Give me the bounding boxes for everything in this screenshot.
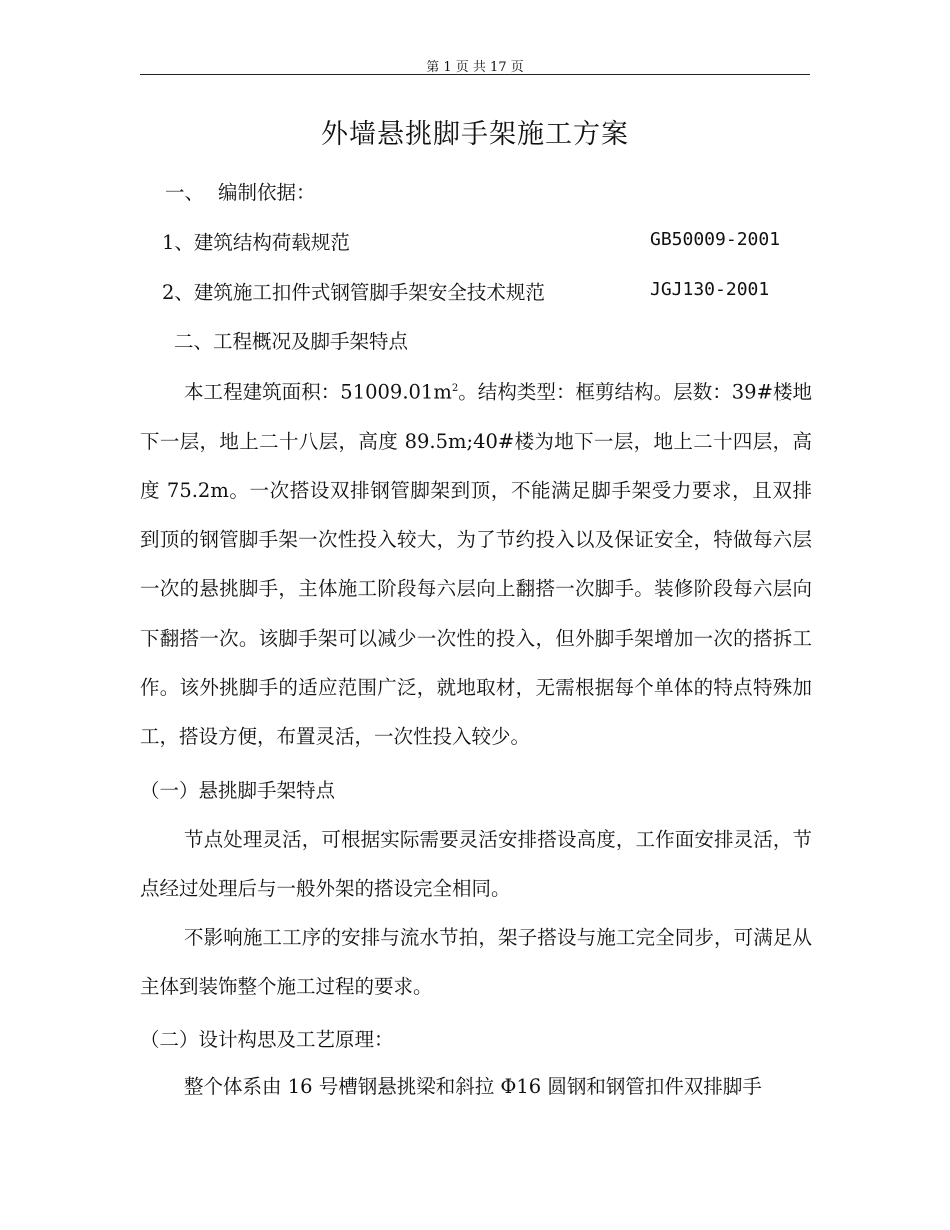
document-title: 外墙悬挑脚手架施工方案 — [321, 119, 629, 150]
reference-label-1: 1、建筑结构荷载规范 — [162, 231, 350, 254]
section2-heading: 二、工程概况及脚手架特点 — [174, 330, 409, 353]
features-paragraph-1: 节点处理灵活，可根据实际需要灵活安排搭设高度，工作面安排灵活，节点经过处理后与一般外架的搭设完全相同。 — [140, 828, 812, 901]
header-divider — [140, 74, 810, 75]
project-overview-text-b: 。结构类型：框剪结构。层数：39#楼地下一层，地上二十八层，高度 89.5m;40#楼为地下一层，地上二十四层，高度 75.2m。一次搭设双排钢管脚架到顶，不能满足脚手架受力要求，且双排到顶的钢管脚手架一次性投入较大，为了节约投入以及保证安全，特做每六层一次的悬挑脚手，主体施工阶段每六层向上翻搭一次脚手。装修阶段每六层向下翻搭一次。该脚手架可以减少一次性的投入，但外脚手架增加一次的搭拆工作。该外挑脚手的适应范围广泛，就地取材，无需根据每个单体的特点特殊加工，搭设方便，布置灵活，一次性投入较少。 — [140, 380, 812, 748]
project-overview-paragraph — [140, 364, 812, 761]
section1-heading: 编制依据： — [218, 181, 316, 204]
project-overview-text-a: 本工程建筑面积：51009.01m — [184, 380, 452, 404]
subsection2-heading: （二）设计构思及工艺原理： — [140, 1028, 394, 1051]
features-paragraph-2: 不影响施工工序的安排与流水节拍，架子搭设与施工完全同步，可满足从主体到装饰整个施工过程的要求。 — [140, 926, 812, 999]
reference-label-2: 2、建筑施工扣件式钢管脚手架安全技术规范 — [162, 281, 545, 304]
reference-code-2: JGJ130-2001 — [650, 279, 770, 300]
area-unit-superscript: 2 — [451, 383, 459, 394]
page-header: 第 1 页 共 17 页 — [426, 60, 524, 75]
design-paragraph-1: 整个体系由 16 号槽钢悬挑梁和斜拉 Φ16 圆钢和钢管扣件双排脚手 — [184, 1075, 762, 1098]
reference-code-1: GB50009-2001 — [650, 229, 781, 250]
section1-heading-number: 一、 — [165, 181, 205, 204]
subsection1-heading: （一）悬挑脚手架特点 — [140, 779, 336, 802]
